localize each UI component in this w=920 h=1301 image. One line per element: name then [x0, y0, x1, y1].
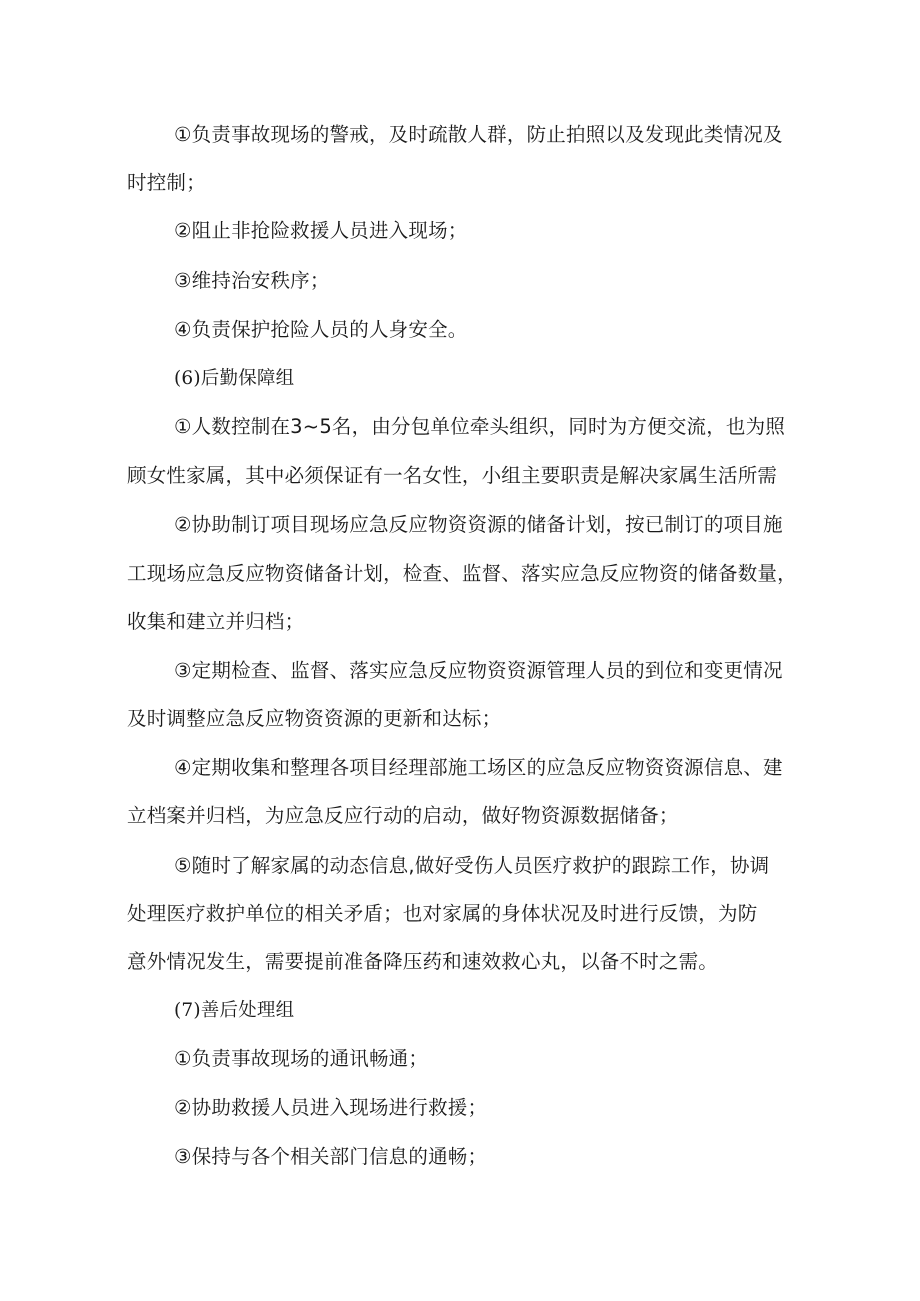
paragraph-line: ①人数控制在3~5名，由分包单位牵头组织，同时为方便交流，也为照: [174, 415, 786, 438]
paragraph-line: 工现场应急反应物资储备计划，检查、监督、落实应急反应物资的储备数量，: [127, 562, 797, 585]
section-heading-6: (6)后勤保障组: [174, 368, 295, 389]
paragraph-line: 顾女性家属，其中必须保证有一名女性，小组主要职责是解决家属生活所需: [127, 464, 778, 487]
paragraph-line: 时控制；: [127, 171, 206, 194]
paragraph-line: ③保持与各个相关部门信息的通畅；: [174, 1145, 488, 1168]
paragraph-line: 立档案并归档，为应急反应行动的启动，做好物资源数据储备；: [127, 804, 679, 827]
paragraph-line: 处理医疗救护单位的相关矛盾；也对家属的身体状况及时进行反馈，为防: [127, 902, 758, 925]
section-heading-7: (7)善后处理组: [174, 1000, 295, 1021]
paragraph-line: ①负责事故现场的警戒，及时疏散人群，防止拍照以及发现此类情况及: [174, 123, 783, 146]
paragraph-line: ③维持治安秩序；: [174, 269, 330, 292]
paragraph-line: ②阻止非抢险救援人员进入现场；: [174, 219, 468, 242]
paragraph-line: 意外情况发生，需要提前准备降压药和速效救心丸，以备不时之需。: [127, 950, 719, 973]
paragraph-line: ④负责保护抢险人员的人身安全。: [174, 318, 468, 341]
paragraph-line: 收集和建立并归档；: [127, 610, 305, 633]
paragraph-line: ⑤随时了解家属的动态信息,做好受伤人员医疗救护的跟踪工作，协调: [174, 854, 770, 877]
paragraph-line: ③定期检查、监督、落实应急反应物资资源管理人员的到位和变更情况: [174, 659, 783, 682]
paragraph-line: ①负责事故现场的通讯畅通；: [174, 1047, 429, 1070]
paragraph-line: ②协助救援人员进入现场进行救援；: [174, 1096, 488, 1119]
paragraph-line: ④定期收集和整理各项目经理部施工场区的应急反应物资资源信息、建: [174, 756, 783, 779]
paragraph-line: ②协助制订项目现场应急反应物资资源的储备计划，按已制订的项目施: [174, 513, 783, 536]
paragraph-line: 及时调整应急反应物资资源的更新和达标；: [127, 707, 502, 730]
